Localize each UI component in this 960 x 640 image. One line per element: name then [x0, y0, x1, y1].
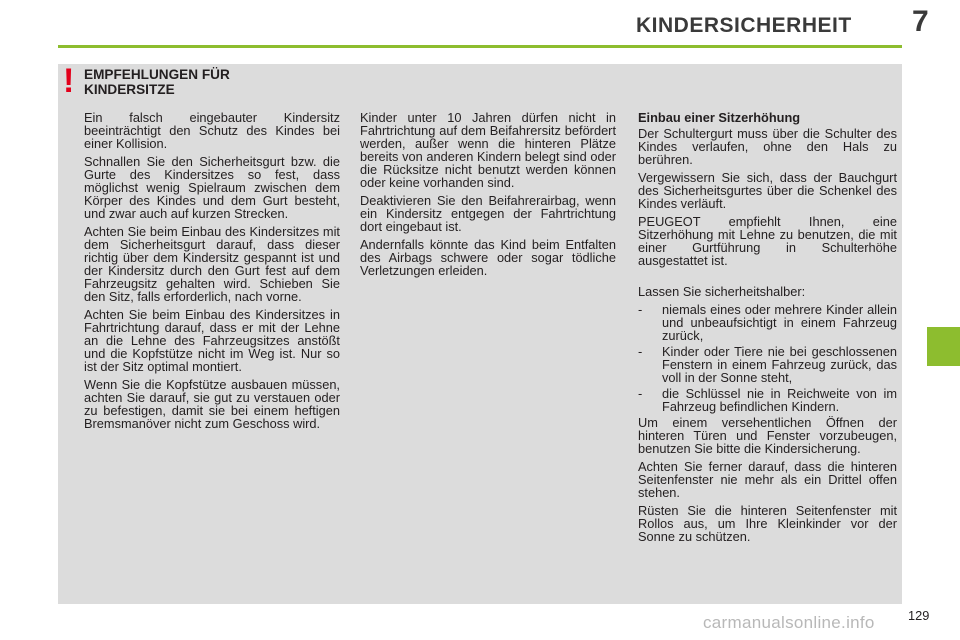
paragraph: Wenn Sie die Kopfstütze ausbauen müssen, achten Sie darauf, sie gut zu verstauen oder zu befestigen, damit sie bei einem heftigen Bremsmanöver nicht zum Geschoss wird.: [84, 377, 340, 431]
list-item: [638, 387, 897, 413]
dash-bullet: -: [638, 344, 643, 359]
paragraph: Achten Sie beim Einbau des Kindersitzes in Fahrtrichtung darauf, dass er mit der Lehne an die Lehne des Fahrzeugsitzes anstößt und die Kopfstütze nicht im Weg ist. Nur so ist der Sitz optimal montiert.: [84, 307, 340, 374]
list-item-text: Kinder oder Tiere nie bei geschlossenen Fenstern in einem Fahrzeug zurück, das voll in der Sonne steht,: [662, 344, 897, 385]
section-title: EMPFEHLUNGEN FÜR KINDERSITZE: [84, 67, 230, 97]
dash-bullet: -: [638, 302, 643, 317]
page-number: 129: [908, 608, 930, 623]
safety-intro: Lassen Sie sicherheitshalber:: [638, 284, 806, 299]
paragraph: Achten Sie ferner darauf, dass die hinteren Seitenfenster nie mehr als ein Drittel offen stehen.: [638, 459, 897, 500]
paragraph: Kinder unter 10 Jahren dürfen nicht in Fahrtrichtung auf dem Beifahrersitz befördert werden, außer wenn die hinteren Plätze bereits von anderen Kindern belegt sind oder die Rücksitze nicht benutzt werden können oder keine vorhanden sind.: [360, 110, 616, 190]
paragraph: PEUGEOT empfiehlt Ihnen, eine Sitzerhöhung mit Lehne zu benutzen, die mit einer Gurtführung in Schulterhöhe ausgestattet ist.: [638, 214, 897, 268]
exclamation-icon: !: [63, 62, 75, 100]
list-item: [638, 303, 897, 342]
paragraph: Vergewissern Sie sich, dass der Bauchgurt des Sicherheitsgurtes über die Schenkel des Kindes verläuft.: [638, 170, 897, 211]
list-item-text: die Schlüssel nie in Reichweite von im Fahrzeug befindlichen Kindern.: [662, 386, 897, 414]
dash-bullet: -: [638, 386, 643, 401]
paragraph: Achten Sie beim Einbau des Kindersitzes mit dem Sicherheitsgurt darauf, dass dieser richtig über dem Kindersitz gespannt ist und der Kindersitz durch den Gurt fest auf dem Fahrzeugsitz gehalten wird. Schieben Sie den Sitz, falls erforderlich, nach vorne.: [84, 224, 340, 304]
paragraph: Schnallen Sie den Sicherheitsgurt bzw. die Gurte des Kindersitzes so fest, dass möglichst wenig Spielraum zwischen dem Körper des Kindes und dem Gurt besteht, und zwar auch auf kurzen Strecken.: [84, 154, 340, 221]
header-divider: [58, 45, 902, 48]
column-1: [84, 111, 340, 435]
page-title: KINDERSICHERHEIT: [636, 14, 852, 37]
paragraph: Deaktivieren Sie den Beifahrerairbag, wenn ein Kindersitz entgegen der Fahrtrichtung dort eingebaut ist.: [360, 193, 616, 234]
paragraph: Um einem versehentlichen Öffnen der hinteren Türen und Fenster vorzubeugen, benutzen Sie bitte die Kindersicherung.: [638, 415, 897, 456]
chapter-tab: [927, 327, 960, 366]
subsection-heading: Einbau einer Sitzerhöhung: [638, 110, 801, 125]
paragraph: Ein falsch eingebauter Kindersitz beeinträchtigt den Schutz des Kindes bei einer Kollision.: [84, 110, 340, 151]
list-item-text: niemals eines oder mehrere Kinder allein und unbeaufsichtigt in einem Fahrzeug zurück,: [662, 302, 897, 343]
paragraph: Andernfalls könnte das Kind beim Entfalten des Airbags schwere oder sogar tödliche Verletzungen erleiden.: [360, 237, 616, 278]
watermark: carmanualsonline.info: [703, 613, 875, 632]
column-2: [360, 111, 616, 282]
list-item: [638, 345, 897, 384]
paragraph: Der Schultergurt muss über die Schulter des Kindes verlaufen, ohne den Hals zu berühren.: [638, 126, 897, 167]
chapter-number: 7: [912, 5, 929, 38]
paragraph: Rüsten Sie die hinteren Seitenfenster mit Rollos aus, um Ihre Kleinkinder vor der Sonne zu schützen.: [638, 503, 897, 544]
column-3: [638, 111, 897, 548]
